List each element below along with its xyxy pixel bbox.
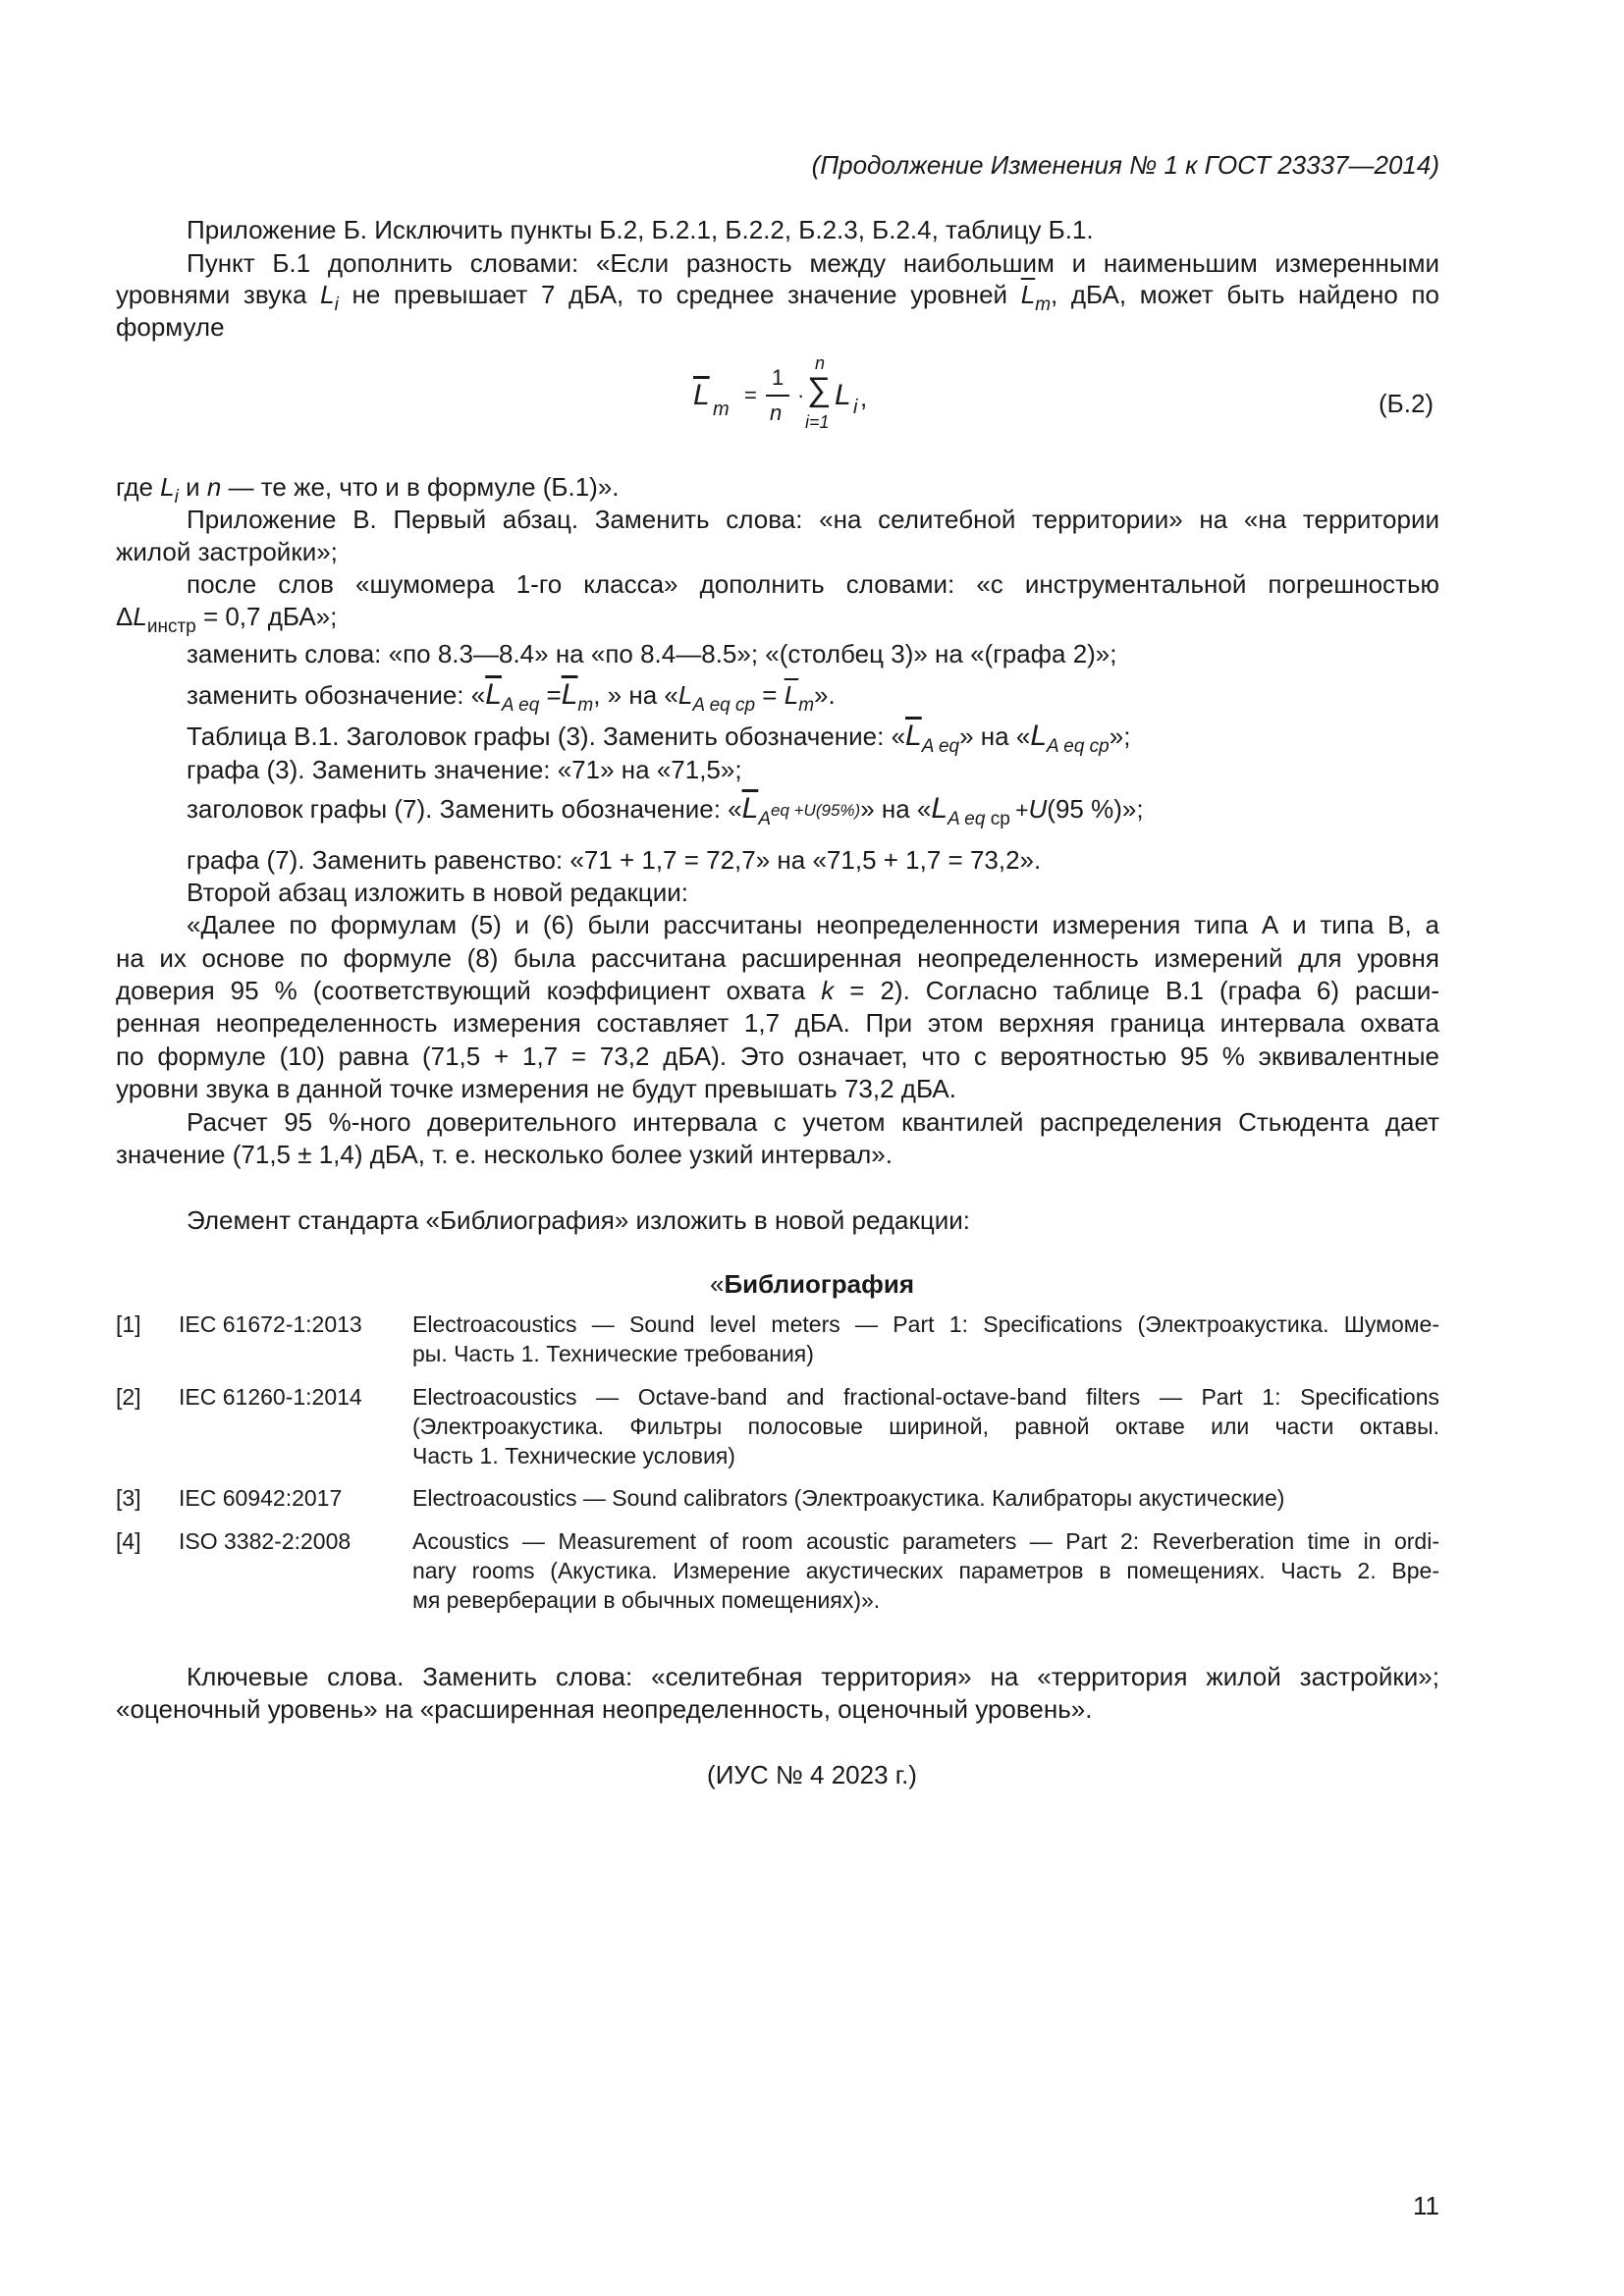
- paragraph-replace-words: заменить слова: «по 8.3—8.4» на «по 8.4—8.5»; «(столбец 3)» на «(графа 2)»;: [187, 639, 1117, 668]
- paragraph-quote-line1: «Далее по формулам (5) и (6) были рассчитаны неопределенности измерения типа А и типа В, а: [187, 910, 1439, 939]
- formula-number: (Б.2): [1379, 389, 1435, 418]
- paragraph-column7-header: заголовок графы (7). Заменить обозначение: «$\overline{L}_Aeq +U(95\%)$» на «$L_{A eq}$ $_{ср}$ +U(95 %)»;: [187, 792, 1144, 829]
- paragraph-keywords-line2: «оценочный уровень» на «расширенная неопределенность, оценочный уровень».: [116, 1694, 1093, 1724]
- paragraph-table-v1-column3: Таблица В.1. Заголовок графы (3). Заменить обозначение: «$\overline{L}_{A eq}$» на «$L_{A eq ср}$»;: [187, 720, 1131, 757]
- bibliography-title: «Библиография: [709, 1269, 914, 1299]
- paragraph-appendix-b: Приложение Б. Исключить пункты Б.2, Б.2.1, Б.2.2, Б.2.3, Б.2.4, таблицу Б.1.: [187, 215, 1094, 244]
- page-number: 11: [1413, 2191, 1439, 2220]
- paragraph-student-line1: Расчет 95 %-ного доверительного интервала с учетом квантилей распределения Стьюдента дает: [187, 1107, 1439, 1137]
- paragraph-student-line2: значение (71,5 ± 1,4) дБА, т. е. несколько более узкий интервал».: [116, 1140, 893, 1169]
- paragraph-quote-line3: доверия 95 % (соответствующий коэффициент охвата k = 2). Согласно таблице В.1 (графа 6) расши-: [116, 976, 1439, 1005]
- paragraph-quote-line4: ренная неопределенность измерения составляет 1,7 дБА. При этом верхняя граница интервала охвата: [116, 1008, 1439, 1038]
- paragraph-column7-equality: графа (7). Заменить равенство: «71 + 1,7 = 72,7» на «71,5 + 1,7 = 73,2».: [187, 845, 1042, 875]
- paragraph-column3-value: графа (3). Заменить значение: «71» на «71,5»;: [187, 755, 742, 784]
- paragraph-after-words-line2: $\Delta L_{инстр} = 0,7$ дБА»;: [116, 602, 338, 637]
- paragraph-appendix-v-line1: Приложение В. Первый абзац. Заменить слова: «на селитебной территории» на «на территории: [187, 505, 1439, 534]
- paragraph-quote-line5: по формуле (10) равна (71,5 + 1,7 = 73,2 дБА). Это означает, что с вероятностью 95 % эквивалентные: [116, 1041, 1439, 1071]
- page-header: (Продолжение Изменения № 1 к ГОСТ 23337—2014): [811, 150, 1439, 180]
- paragraph-b1-line3: формуле: [116, 312, 225, 342]
- paragraph-replace-notation-1: заменить обозначение: «$\overline{L}_{A eq} =\overline{L}_m$, » на «$L_{A eq ср} = \overline{L}_m$».: [187, 678, 836, 716]
- paragraph-where: где $L_i$ и n — те же, что и в формуле (Б.1)».: [116, 472, 620, 507]
- paragraph-appendix-v-line2: жилой застройки»;: [116, 537, 338, 566]
- paragraph-quote-line6: уровни звука в данной точке измерения не будут превышать 73,2 дБА.: [116, 1074, 956, 1103]
- paragraph-keywords-line1: Ключевые слова. Заменить слова: «селитебная территория» на «территория жилой застройки»;: [187, 1662, 1439, 1691]
- document-page: (Продолжение Изменения № 1 к ГОСТ 23337—2014) Приложение Б. Исключить пункты Б.2, Б.2.1, Б.2.2, Б.2.3, Б.2.4, таблицу Б.1. Пункт Б.1 дополнить словами: «Если разность между наибольшим и наименьшим измеренными уровнями звука $L_i$ не превышает 7 дБА, то среднее значение уровней $\overline{L}_m$, дБА, может быть найдено по формуле $\overline{L}$ m = 1 n · n ∑ i=1 L i , (Б.2) где $L_i$ и n — те же, что и в формуле (Б.1)». Приложение В. Первый абзац. Заменить слова: «на селитебной территории» на «на территории жилой застройки»; после слов «шумомера 1-го класса» дополнить словами: «с инструментальной погрешностью $\Delta L_{инстр} = 0,7$ дБА»; заменить слова: «по 8.3—8.4» на «по 8.4—8.5»; «(столбец 3)» на «(графа 2)»; заменить обозначение: «$\overline{L}_{A eq} =\overline{L}_m$, » на «$L_{A eq ср} = \overline{L}_m$». Таблица В.1. Заголовок графы (3). Заменить обозначение: «$\overline{L}_{A eq}$» на «$L_{A eq ср}$»; графа (3). Заменить значение: «71» на «71,5»; заголовок графы (7). Заменить обозначение: «$\overline{L}_Aeq +U(95\%)$» на «$L_{A eq}$ $_{ср}$ +U(95 %)»; графа (7). Заменить равенство: «71 + 1,7 = 72,7» на «71,5 + 1,7 = 73,2». Второй абзац изложить в новой редакции: «Далее по формулам (5) и (6) были рассчитаны неопределенности измерения типа А и типа В, а на их основе по формуле (8) была рассчитана расширенная неопределенность измерений для уровня доверия 95 % (соответствующий коэффициент охвата k = 2). Согласно таблице В.1 (графа 6) расши- ренная неопределенность измерения составляет 1,7 дБА. При этом верхняя граница интервала охвата по формуле (10) равна (71,5 + 1,7 = 73,2 дБА). Это означает, что с вероятностью 95 % эквивалентные уровни звука в данной точке измерения не будут превышать 73,2 дБА. Расчет 95 %-ного доверительного интервала с учетом квантилей распределения Стьюдента дает значение (71,5 ± 1,4) дБА, т. е. несколько более узкий интервал». Элемент стандарта «Библиография» изложить в новой редакции: «Библиография [1] IEC 61672-1:2013 Electroacoustics — Sound level meters — Part 1: Specifications (Электроакустика. Шумоме- ры. Часть 1. Технические требования) [2] IEC 61260-1:2014 Electroacoustics — Octave-band and fractional-octave-band filters — Part 1: Specifications (Электроакустика. Фильтры полосовые шириной, равной октаве или части октавы. Часть 1. Технические условия) [3] IEC 60942:2017 Electroacoustics — Sound calibrators (Электроакустика. Калибраторы акустические) [4] ISO 3382-2:2008 Acoustics — Measurement of room acoustic parameters — Part 2: Reverberation time in ordi- nary rooms (Акустика. Измерение акустических параметров в помещениях. Часть 2. Вре- мя реверберации в обычных помещениях)». Ключевые слова. Заменить слова: «селитебная территория» на «территория жилой застройки»; «оценочный уровень» на «расширенная неопределенность, оценочный уровень». (ИУС № 4 2023 г.) 11: [0, 0, 1624, 2296]
- paragraph-after-words-line1: после слов «шумомера 1-го класса» дополнить словами: «с инструментальной погрешностью: [187, 569, 1439, 599]
- ius-reference: (ИУС № 4 2023 г.): [707, 1760, 917, 1789]
- paragraph-b1-line2: уровнями звука $L_i$ не превышает 7 дБА, то среднее значение уровней $\overline{L}_m$, дБА, может быть найдено по: [116, 280, 1440, 315]
- paragraph-b1-line1: Пункт Б.1 дополнить словами: «Если разность между наибольшим и наименьшим измеренными: [187, 248, 1439, 278]
- paragraph-bibliography-intro: Элемент стандарта «Библиография» изложить в новой редакции:: [187, 1205, 971, 1235]
- paragraph-quote-line2: на их основе по формуле (8) была рассчитана расширенная неопределенность измерений для уровня: [116, 943, 1439, 973]
- paragraph-second-paragraph: Второй абзац изложить в новой редакции:: [187, 878, 688, 907]
